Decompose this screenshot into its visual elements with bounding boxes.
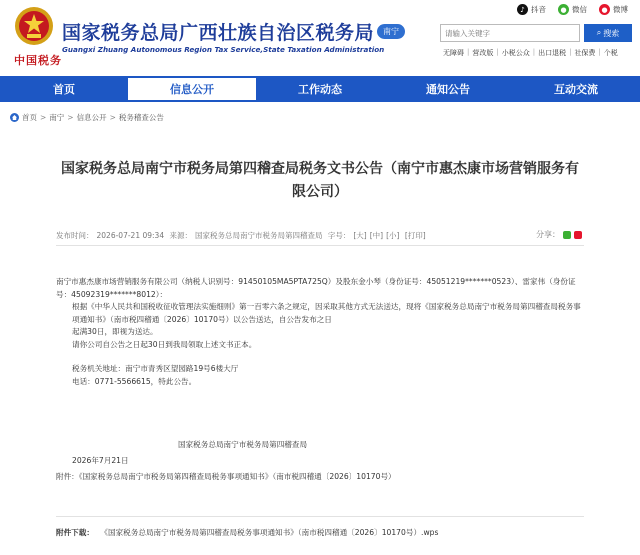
paragraph-address: 税务机关地址：南宁市青秀区望园路19号6楼大厅 [72, 364, 239, 373]
quick-links: 无障碍 | 营改版 | 小税公众 | 出口退税 | 社保费 | 个税 [440, 48, 621, 58]
print-link[interactable]: [打印] [404, 231, 426, 240]
download-label: 附件下载： [56, 528, 94, 537]
social-weibo[interactable] [599, 4, 628, 15]
quick-link-social-insurance[interactable]: 社保费 [574, 49, 596, 57]
signature-date: 2026年7月21日 [72, 456, 129, 465]
paragraph-recipient: 南宁市惠杰康市场营销服务有限公司（纳税人识别号：91450105MA5PTA725Q）及股东金小琴（身份证号：45051219*******0523）、雷家伟（身份证号：45092319*******8012）： [56, 277, 576, 299]
paragraph-phone: 电话：0771-5566615，特此公告。 [72, 376, 197, 386]
breadcrumb: 首页 > 南宁 > 信息公开 > 税务稽查公告 [10, 112, 164, 123]
social-links [517, 4, 628, 15]
nav-work-news[interactable]: 工作动态 [298, 83, 342, 96]
paragraph-effective: 起满30日，即视为送达。 [72, 327, 158, 336]
home-icon [10, 113, 19, 122]
font-size-label: 字号： [327, 231, 351, 240]
nav-info-disclosure[interactable]: 信息公开 [128, 78, 256, 100]
publish-time: 2026-07-21 09:34 [96, 231, 165, 240]
search-box [440, 24, 580, 42]
breadcrumb-info[interactable]: 信息公开 [76, 113, 107, 122]
article-body [56, 276, 586, 388]
paragraph-request: 请你公司自公告之日起30日到我局领取上述文书正本。 [72, 339, 257, 349]
quick-link-public[interactable]: 小税公众 [501, 49, 530, 57]
share-label: 分享： [536, 230, 560, 239]
share-bar [536, 229, 582, 240]
font-size-small[interactable]: [小] [386, 231, 400, 240]
quick-link-accessibility[interactable]: 无障碍 [443, 49, 464, 57]
search-button-label: 搜索 [603, 28, 620, 38]
paragraph-basis: 根据《中华人民共和国税收征收管理法实施细则》第一百零六条之规定，因采取其他方式无法送达，现将《国家税务总局南宁市税务局第四稽查局税务事项通知书》（南市税四稽通〔2026〕10170号）以公告送达，自公告发布之日 [72, 302, 581, 324]
social-weibo-label: 微博 [613, 5, 628, 14]
main-nav [0, 76, 640, 102]
douyin-icon: ♪ [517, 4, 528, 15]
quick-link-elder[interactable]: 营改版 [472, 49, 494, 57]
download-divider [56, 516, 584, 517]
font-size-large[interactable]: [大] [353, 231, 367, 240]
nav-home[interactable]: 首页 [53, 83, 75, 96]
social-wechat[interactable] [558, 4, 587, 15]
social-douyin[interactable] [517, 4, 546, 15]
site-title[interactable] [62, 18, 405, 45]
breadcrumb-nanning[interactable]: 南宁 [49, 113, 65, 122]
attachment-reference: 附件：《国家税务总局南宁市税务局第四稽查局税务事项通知书》（南市税四稽通〔2026〕10170号） [56, 472, 396, 481]
wechat-icon: ● [558, 4, 569, 15]
brand-script-logo: 中国税务 [14, 54, 62, 67]
article-title: 国家税务总局南宁市税务局第四稽查局税务文书公告（南宁市惠杰康市场营销服务有限公司） [61, 161, 579, 200]
article-meta [56, 230, 429, 241]
breadcrumb-home[interactable]: 首页 [22, 113, 37, 122]
search-icon: ⌕ [596, 28, 602, 37]
social-douyin-label: 抖音 [531, 5, 546, 14]
nav-notices[interactable]: 通知公告 [426, 83, 470, 96]
spacer [56, 351, 586, 363]
nav-interaction[interactable]: 互动交流 [554, 83, 598, 96]
quick-link-export-refund[interactable]: 出口退税 [538, 49, 567, 57]
download-link[interactable]: 《国家税务总局南宁市税务局第四稽查局税务事项通知书》（南市税四稽通〔2026〕10170号）.wps [100, 528, 439, 537]
breadcrumb-audit-notice[interactable]: 税务稽查公告 [118, 113, 164, 122]
publish-label: 发布时间： [56, 231, 94, 240]
share-wechat-icon[interactable] [563, 231, 571, 239]
city-badge[interactable]: 南宁 [377, 24, 405, 39]
attachment-download [56, 527, 438, 538]
source-label: 来源： [169, 231, 192, 240]
signature-org: 国家税务总局南宁市税务局第四稽查局 [178, 440, 308, 449]
site-header [0, 0, 640, 76]
share-weibo-icon[interactable] [574, 231, 582, 239]
font-size-medium[interactable]: [中] [369, 231, 384, 240]
weibo-icon: ● [599, 4, 610, 15]
search-input[interactable] [441, 25, 579, 41]
quick-link-personal-tax[interactable]: 个税 [603, 49, 618, 57]
site-title-text: 国家税务总局广西壮族自治区税务局 [62, 22, 375, 44]
source-name: 国家税务总局南宁市税务局第四稽查局 [194, 231, 323, 240]
tax-emblem-icon [14, 6, 54, 46]
site-subtitle: Guangxi Zhuang Autonomous Region Tax Service,State Taxation Administration [62, 45, 385, 54]
meta-divider [56, 245, 584, 246]
search-button[interactable] [584, 24, 632, 42]
social-wechat-label: 微信 [572, 5, 587, 14]
